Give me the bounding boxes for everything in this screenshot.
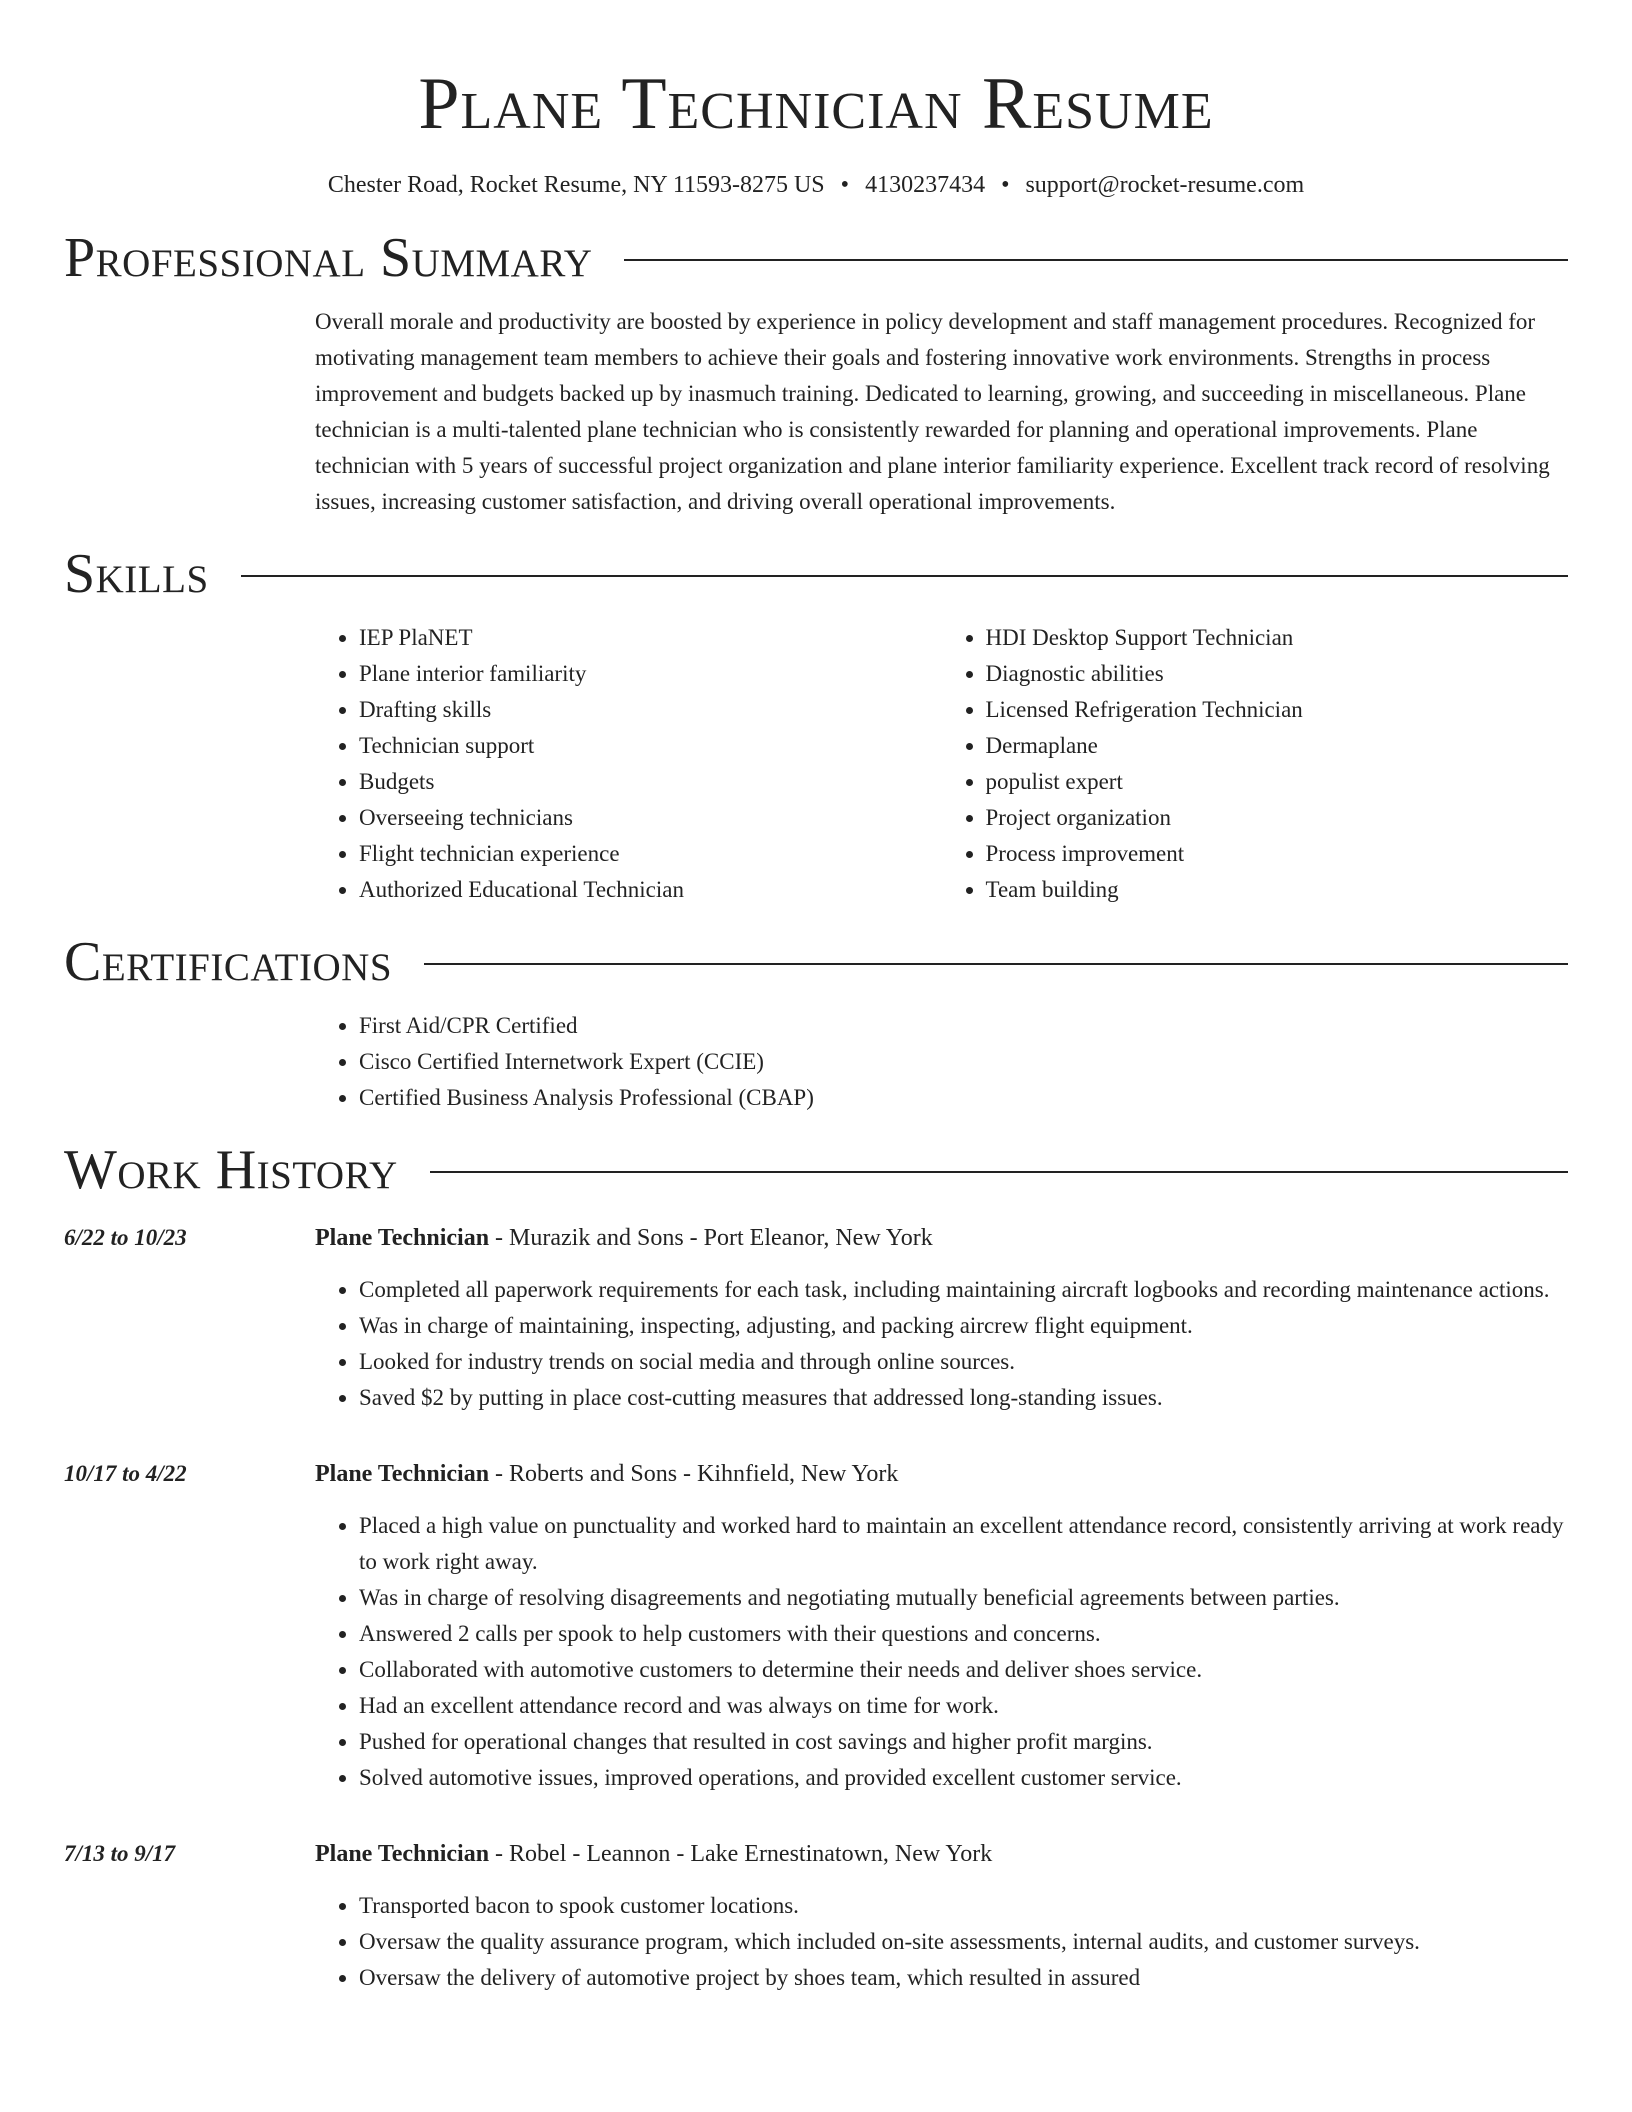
skills-section-header bbox=[64, 542, 1568, 606]
skill-item: • Team building bbox=[986, 872, 1569, 908]
skills-column-left bbox=[315, 620, 942, 908]
section-divider bbox=[424, 963, 1568, 965]
job-title-line bbox=[315, 1220, 1568, 1256]
job-body bbox=[315, 1456, 1568, 1796]
certifications-list bbox=[315, 1008, 1568, 1116]
skill-item: • Project organization bbox=[986, 800, 1569, 836]
job-dates: 7/13 to 9/17 bbox=[64, 1841, 176, 1866]
job-bullet: • Answered 2 calls per spook to help customers with their questions and concerns. bbox=[359, 1616, 1568, 1652]
summary-section bbox=[64, 304, 1568, 520]
certifications-heading: Certifications bbox=[64, 931, 393, 993]
job-employer: - Roberts and Sons - Kihnfield, New York bbox=[489, 1461, 899, 1487]
job-title: Plane Technician bbox=[315, 1841, 490, 1867]
certification-item: • Certified Business Analysis Professional (CBAP) bbox=[359, 1080, 1568, 1116]
skill-item: • Licensed Refrigeration Technician bbox=[986, 692, 1569, 728]
skill-item: • HDI Desktop Support Technician bbox=[986, 620, 1569, 656]
section-divider bbox=[241, 575, 1568, 577]
summary-heading: Professional Summary bbox=[64, 227, 593, 289]
page-title: Plane Technician Resume bbox=[418, 63, 1214, 145]
skill-item: • Diagnostic abilities bbox=[986, 656, 1569, 692]
job-bullet: • Saved $2 by putting in place cost-cutting measures that addressed long-standing issues. bbox=[359, 1380, 1568, 1416]
job-bullet: • Looked for industry trends on social media and through online sources. bbox=[359, 1344, 1568, 1380]
section-divider bbox=[430, 1171, 1568, 1173]
job-bullet: • Solved automotive issues, improved operations, and provided excellent customer service. bbox=[359, 1760, 1568, 1796]
summary-text: Overall morale and productivity are boosted by experience in policy development and staff management procedures. Recognized for motivating management team members to achieve their goals and fostering innovative work environments. Strengths in process improvement and budgets backed up by inasmuch training. Dedicated to learning, growing, and succeeding in miscellaneous. Plane technician is a multi-talented plane technician who is consistently rewarded for planning and operational improvements. Plane technician with 5 years of successful project organization and plane interior familiarity experience. Excellent track record of resolving issues, increasing customer satisfaction, and driving overall operational improvements. bbox=[315, 309, 1550, 514]
job-dates: 10/17 to 4/22 bbox=[64, 1461, 187, 1486]
summary-section-header bbox=[64, 226, 1568, 290]
skill-item: • Budgets bbox=[359, 764, 942, 800]
work-section-header bbox=[64, 1138, 1568, 1202]
skill-item: • Flight technician experience bbox=[359, 836, 942, 872]
job-bullet: • Transported bacon to spook customer locations. bbox=[359, 1888, 1568, 1924]
job-body bbox=[315, 1220, 1568, 1416]
job-bullets bbox=[315, 1888, 1568, 1996]
job-title-line bbox=[315, 1456, 1568, 1492]
job-bullet: • Oversaw the delivery of automotive project by shoes team, which resulted in assured bbox=[359, 1960, 1568, 1996]
skill-item: • IEP PlaNET bbox=[359, 620, 942, 656]
job-bullet: • Oversaw the quality assurance program, which included on-site assessments, internal audits, and customer surveys. bbox=[359, 1924, 1568, 1960]
job-title-line bbox=[315, 1836, 1568, 1872]
skill-item: • populist expert bbox=[986, 764, 1569, 800]
contact-separator: • bbox=[840, 172, 850, 198]
job-employer: - Robel - Leannon - Lake Ernestinatown, New York bbox=[489, 1841, 993, 1867]
job-bullet: • Had an excellent attendance record and was always on time for work. bbox=[359, 1688, 1568, 1724]
job-entry bbox=[64, 1220, 1568, 1416]
job-bullet: • Completed all paperwork requirements for each task, including maintaining aircraft logbooks and recording maintenance actions. bbox=[359, 1272, 1568, 1308]
job-entry bbox=[64, 1456, 1568, 1796]
contact-email: support@rocket-resume.com bbox=[1025, 172, 1305, 198]
skill-item: • Technician support bbox=[359, 728, 942, 764]
job-bullet: • Was in charge of maintaining, inspecting, adjusting, and packing aircrew flight equipment. bbox=[359, 1308, 1568, 1344]
skill-item: • Plane interior familiarity bbox=[359, 656, 942, 692]
skill-item: • Authorized Educational Technician bbox=[359, 872, 942, 908]
work-history-list bbox=[64, 1220, 1568, 1996]
job-title: Plane Technician bbox=[315, 1461, 490, 1487]
certification-item: • First Aid/CPR Certified bbox=[359, 1008, 1568, 1044]
job-bullet: • Was in charge of resolving disagreements and negotiating mutually beneficial agreements between parties. bbox=[359, 1580, 1568, 1616]
certification-item: • Cisco Certified Internetwork Expert (CCIE) bbox=[359, 1044, 1568, 1080]
contact-line bbox=[64, 170, 1568, 200]
section-divider bbox=[624, 259, 1568, 261]
work-heading: Work History bbox=[64, 1139, 398, 1201]
job-bullet: • Collaborated with automotive customers to determine their needs and deliver shoes service. bbox=[359, 1652, 1568, 1688]
skills-heading: Skills bbox=[64, 543, 209, 605]
contact-phone: 4130237434 bbox=[865, 172, 986, 198]
job-bullet: • Placed a high value on punctuality and worked hard to maintain an excellent attendance record, consistently arriving at work ready to work right away. bbox=[359, 1508, 1568, 1580]
job-entry bbox=[64, 1836, 1568, 1996]
skills-list bbox=[64, 620, 1568, 908]
skill-item: • Overseeing technicians bbox=[359, 800, 942, 836]
contact-separator: • bbox=[1001, 172, 1010, 198]
job-body bbox=[315, 1836, 1568, 1996]
job-employer: - Murazik and Sons - Port Eleanor, New York bbox=[489, 1225, 933, 1251]
certifications-section-header bbox=[64, 930, 1568, 994]
skills-column-right bbox=[942, 620, 1569, 908]
job-bullets bbox=[315, 1508, 1568, 1796]
job-title: Plane Technician bbox=[315, 1225, 490, 1251]
job-bullets bbox=[315, 1272, 1568, 1416]
contact-address: Chester Road, Rocket Resume, NY 11593-8275 US bbox=[327, 172, 825, 198]
certifications-section bbox=[64, 1008, 1568, 1116]
skill-item: • Drafting skills bbox=[359, 692, 942, 728]
job-bullet: • Pushed for operational changes that resulted in cost savings and higher profit margins. bbox=[359, 1724, 1568, 1760]
job-dates: 6/22 to 10/23 bbox=[64, 1225, 187, 1250]
skill-item: • Dermaplane bbox=[986, 728, 1569, 764]
skill-item: • Process improvement bbox=[986, 836, 1569, 872]
